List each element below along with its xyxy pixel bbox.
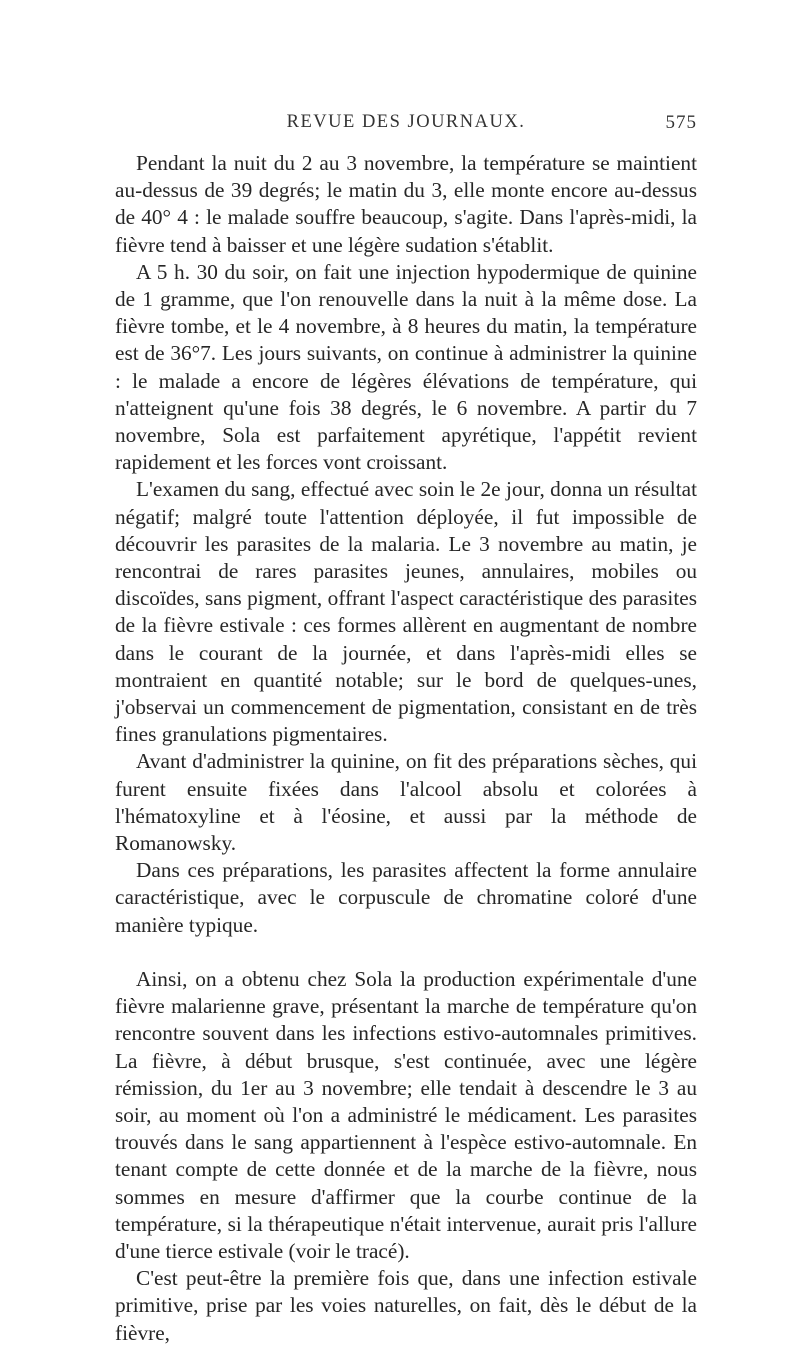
running-title: REVUE DES JOURNAUX.	[286, 112, 526, 132]
paragraph-quinine-injection: A 5 h. 30 du soir, on fait une injection hypodermique de quinine de 1 gramme, que l'on renouvelle dans la nuit à la même dose. La fièvre tombe, et le 4 novembre, à 8 heures du matin, la température est de 36°7. Les jours suivants, on continue à administrer la quinine : le malade a encore de légères élévations de température, qui n'atteignent qu'une fois 38 degrés, le 6 novembre. A partir du 7 novembre, Sola est parfaitement apyrétique, l'appétit revient rapidement et les forces vont croissant.	[115, 259, 697, 475]
paragraph-blood-exam: L'examen du sang, effectué avec soin le 2e jour, donna un résultat négatif; malgré toute l'attention déployée, il fut impossible de découvrir les parasites de la malaria. Le 3 novembre au matin, je rencontrai de rares parasites jeunes, annulaires, mobiles ou discoïdes, sans pigment, offrant l'aspect caractéristique des parasites de la fièvre estivale : ces formes allèrent en augmentant de nombre dans le courant de la journée, et dans l'après-midi elles se montraient en quantité notable; sur le bord de quelques-unes, j'observai un commencement de pigmentation, consistant en de très fines granulations pigmentaires.	[115, 477, 697, 747]
page-number: 575	[665, 112, 697, 133]
paragraph-first-time: C'est peut-être la première fois que, dans une infection estivale primitive, prise par les voies naturelles, on fait, dès le début de la fièvre,	[115, 1266, 697, 1345]
paragraph-fever-night: Pendant la nuit du 2 au 3 novembre, la température se maintient au-dessus de 39 degrés; le matin du 3, elle monte encore au-dessus de 40° 4 : le malade souffre beaucoup, s'agite. Dans l'après-midi, la fièvre tend à baisser et une légère sudation s'établit.	[115, 151, 697, 257]
paragraph-parasite-form: Dans ces préparations, les parasites affectent la forme annulaire caractéristique, avec le corpuscule de chromatine coloré d'une manière typique.	[115, 858, 697, 937]
paragraph-conclusion: Ainsi, on a obtenu chez Sola la production expérimentale d'une fièvre malarienne grave, présentant la marche de température qu'on rencontre souvent dans les infections estivo-automnales primitives. La fièvre, à début brusque, s'est continuée, avec une légère rémission, du 1er au 3 novembre; elle tendait à descendre le 3 au soir, au moment où l'on a administré le médicament. Les parasites trouvés dans le sang appartiennent à l'espèce estivo-automnale. En tenant compte de cette donnée et de la marche de la fièvre, nous sommes en mesure d'affirmer que la courbe continue de la température, si la thérapeutique n'était intervenue, aurait pris l'allure d'une tierce estivale (voir le tracé).	[115, 966, 697, 1263]
body-text	[115, 150, 697, 1347]
page-header	[115, 112, 697, 138]
paragraph-preparations: Avant d'administrer la quinine, on fit des préparations sèches, qui furent ensuite fixées dans l'alcool absolu et colorées à l'hématoxyline et à l'éosine, et aussi par la méthode de Romanowsky.	[115, 749, 697, 856]
